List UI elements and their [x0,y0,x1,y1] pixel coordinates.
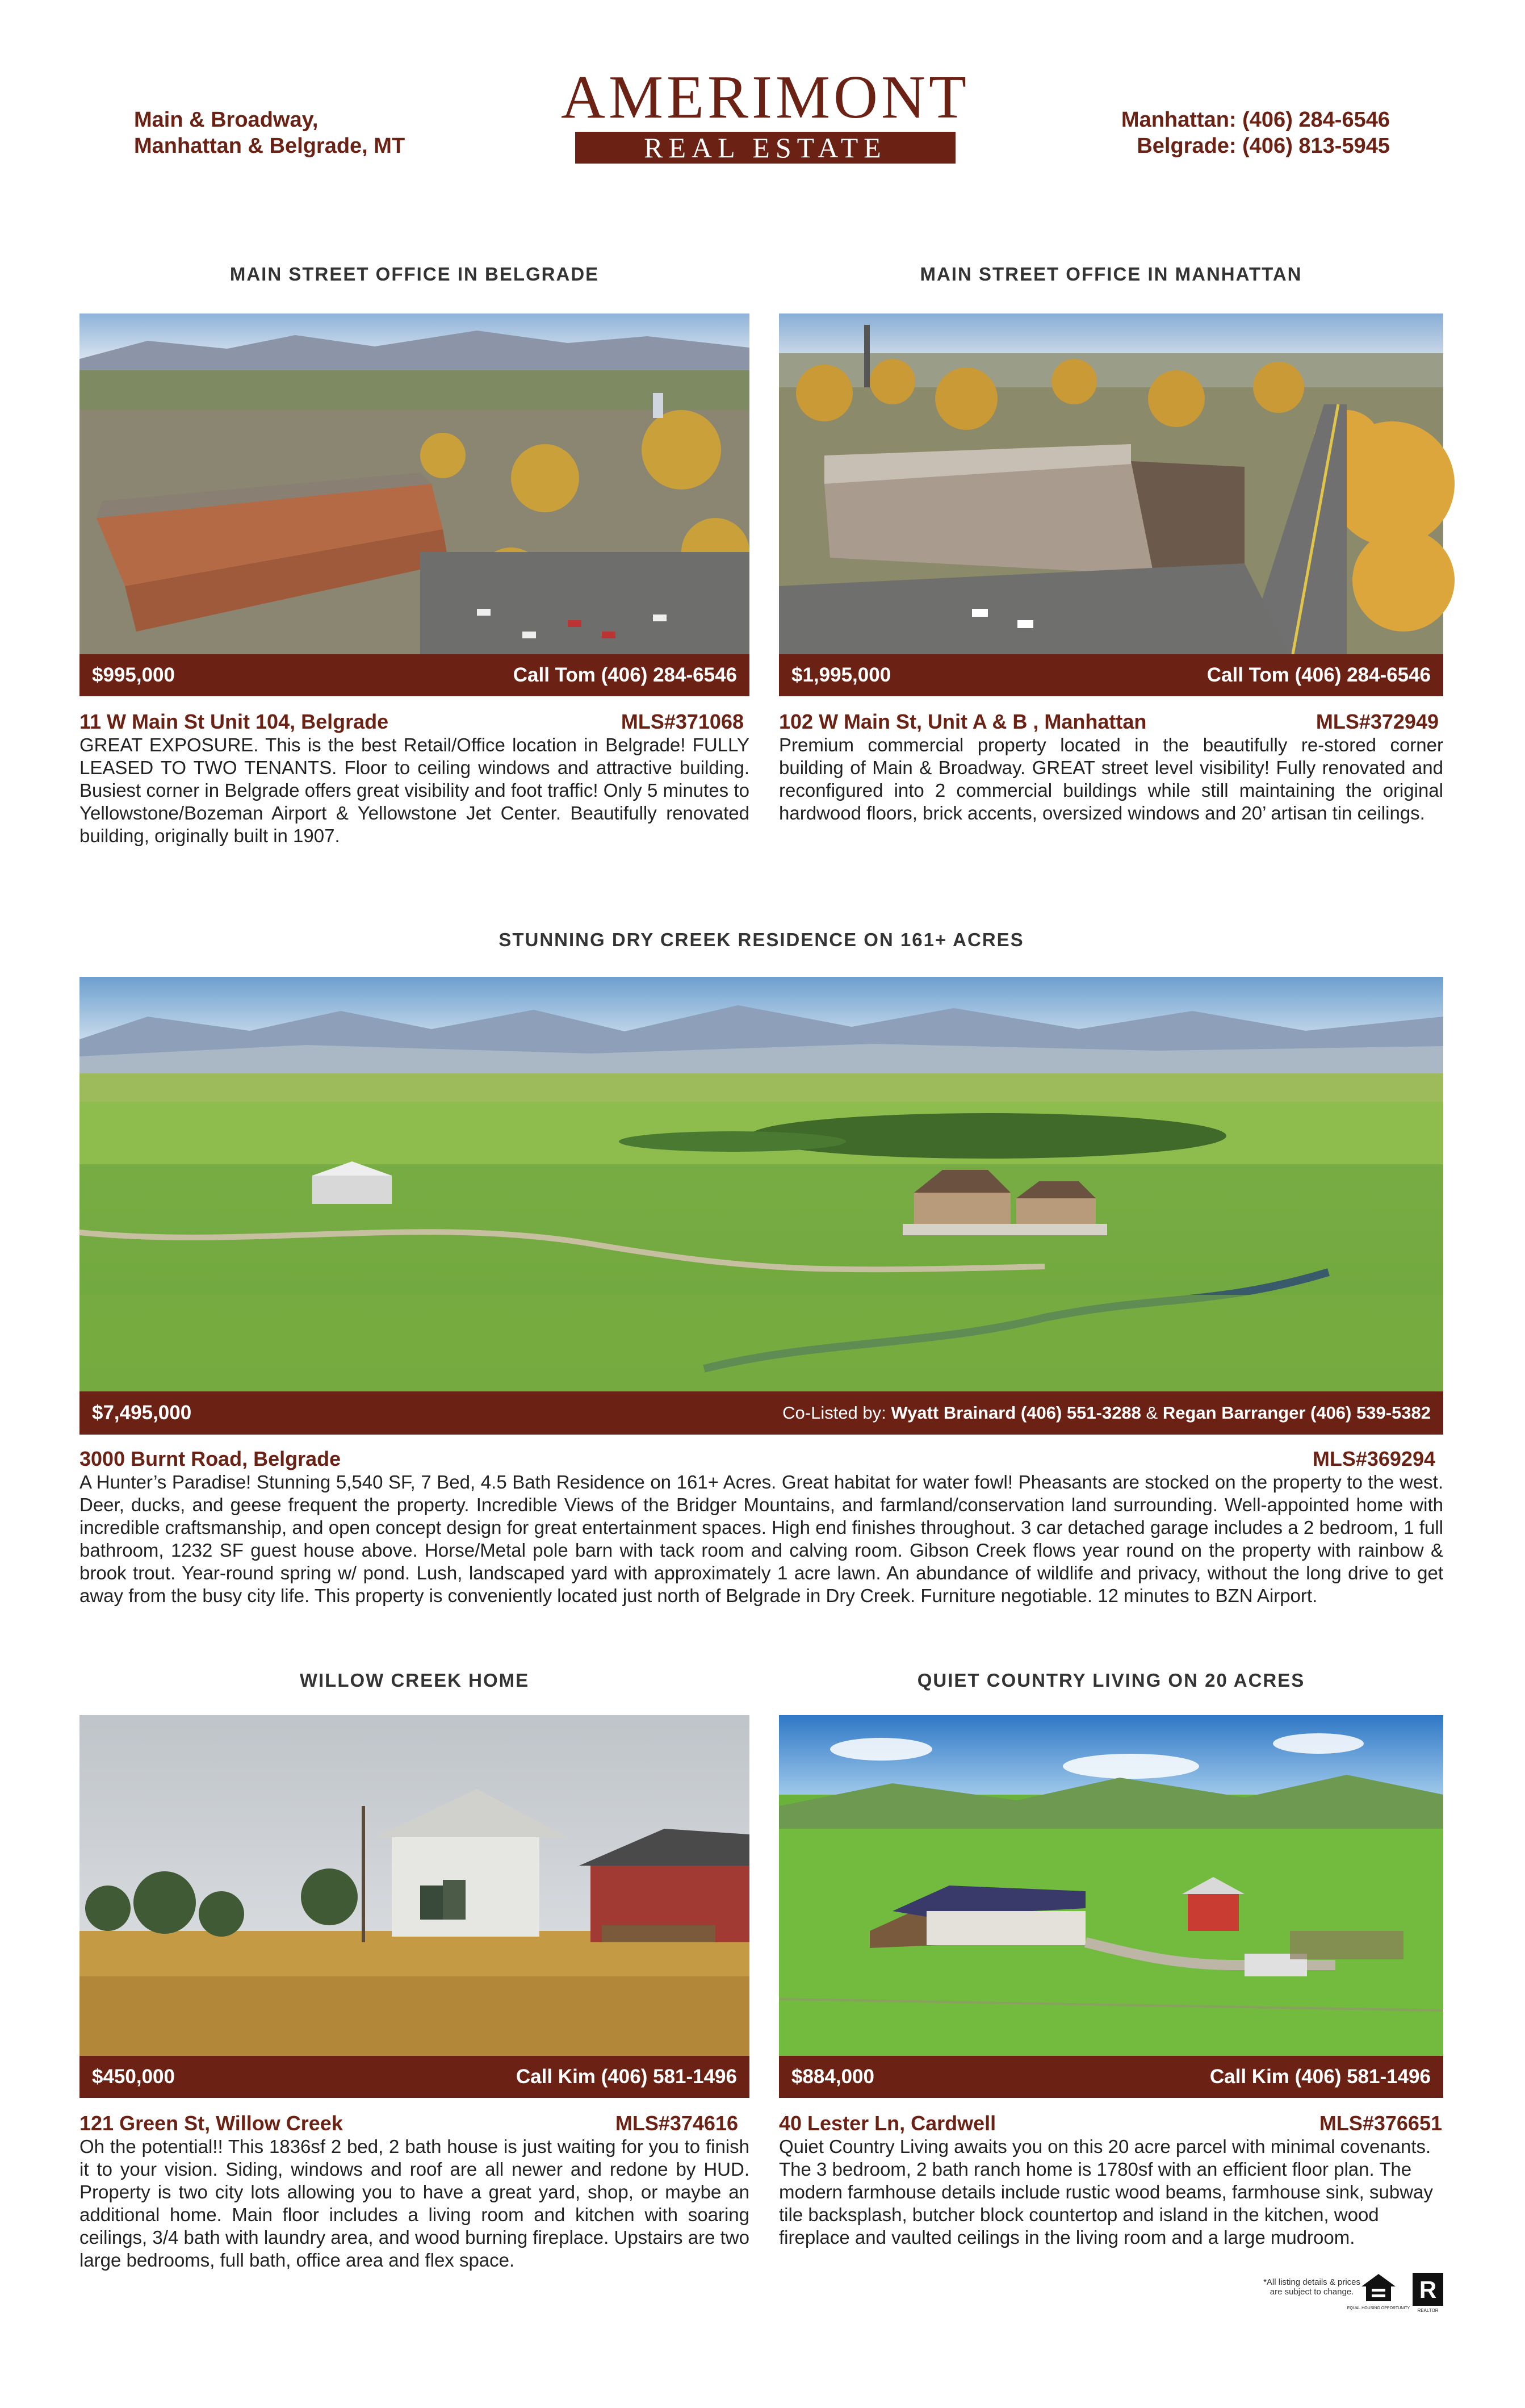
belgrade-office-price: $995,000 [92,664,175,686]
svg-text:R: R [1419,2276,1437,2303]
logo-subtitle: REAL ESTATE [575,132,956,164]
manhattan-office-address: 102 W Main St, Unit A & B , Manhattan [779,710,1147,733]
cardwell-photo[interactable] [779,1715,1443,2056]
cardwell-heading: QUIET COUNTRY LIVING ON 20 ACRES [917,1670,1305,1691]
cardwell-address: 40 Lester Ln, Cardwell [779,2112,996,2135]
office-phones [1121,107,1390,159]
manhattan-office-address-row [779,710,1443,734]
manhattan-office-price-bar [779,654,1443,696]
willow-creek-address: 121 Green St, Willow Creek [79,2112,343,2135]
dry-creek-mls: MLS#369294 [1312,1447,1435,1470]
willow-creek-photo[interactable] [79,1715,749,2056]
dry-creek-heading: STUNNING DRY CREEK RESIDENCE ON 161+ ACRES [498,929,1024,950]
manhattan-office-description: Premium commercial property located in the beautifully re-stored corner building of Main & Broadway. GREAT street level visibility! Fully renovated and reconfigured into 2 commercial buildings while still maintaining the original hardwood floors, brick accents, oversized windows and 20’ artisan tin ceilings. [779,734,1443,823]
willow-creek-price: $450,000 [92,2066,175,2088]
office-address [134,107,405,159]
belgrade-office-photo[interactable] [79,313,749,654]
belgrade-office-contact[interactable]: Call Tom (406) 284-6546 [513,664,737,686]
cardwell-price-bar [779,2056,1443,2098]
agent-ampersand: & [1146,1403,1158,1423]
willow-creek-mls: MLS#374616 [615,2112,738,2135]
cardwell-contact[interactable]: Call Kim (406) 581-1496 [1209,2066,1431,2088]
belgrade-office-address-row [79,710,749,734]
manhattan-phone[interactable]: Manhattan: (406) 284-6546 [1121,108,1390,132]
belgrade-phone[interactable]: Belgrade: (406) 813-5945 [1137,134,1390,158]
manhattan-office-photo[interactable] [779,313,1443,654]
willow-creek-price-bar [79,2056,749,2098]
manhattan-office-contact[interactable]: Call Tom (406) 284-6546 [1206,664,1431,686]
office-address-line1: Main & Broadway, [134,108,319,132]
equal-housing-icon [1347,2272,1410,2314]
agent-wyatt[interactable]: Wyatt Brainard (406) 551-3288 [891,1403,1141,1423]
logo-wordmark: AMERIMONT [561,64,970,131]
cardwell-address-row [779,2112,1443,2135]
office-address-line2: Manhattan & Belgrade, MT [134,134,405,158]
dry-creek-description: A Hunter’s Paradise! Stunning 5,540 SF, 7 Bed, 4.5 Bath Residence on 161+ Acres. Great habitat for water fowl! Pheasants are stocked on the property to the west. Deer, ducks, and geese frequent the property. Incredible Views of the Bridger Mountains, and farmland/conservation land surrounding. Well-appointed home with incredible craftsmanship, and open concept design for great entertainment spaces. High end finishes throughout. 3 car detached garage includes a 2 bedroom, 1 full bathroom, 1232 SF guest house above. Horse/Metal pole barn with tack room and calving room. Gibson Creek flows year round on the property with rainbow & brook trout. Year-round spring w/ pond. Lush, landscaped yard with approximately 1 acre lawn. An abundance of wildlife and privacy, without the long drive to get away from the busy city life. This property is conveniently located just north of Belgrade in Dry Creek. Furniture negotiable. 12 minutes to BZN Airport. [79,1471,1443,1606]
willow-creek-heading: WILLOW CREEK HOME [299,1670,530,1691]
dry-creek-photo[interactable] [79,977,1443,1391]
eho-label: EQUAL HOUSING OPPORTUNITY [1347,2306,1410,2310]
amerimont-logo[interactable] [528,64,1003,164]
belgrade-office-description: GREAT EXPOSURE. This is the best Retail/Office location in Belgrade! FULLY LEASED TO TWO TENANTS. Floor to ceiling windows and attractive building. Busiest corner in Belgrade offers great visibility and foot traffic! Only 5 minutes to Yellowstone/Bozeman Airport & Yellowstone Jet Center. Beautifully renovated building, originally built in 1907. [79,734,749,846]
belgrade-office-heading: MAIN STREET OFFICE IN BELGRADE [229,264,600,285]
dry-creek-price: $7,495,000 [92,1402,192,1424]
manhattan-office-price: $1,995,000 [791,664,891,686]
cardwell-description: Quiet Country Living awaits you on this 20 acre parcel with minimal covenants. The 3 bedroom, 2 bath ranch home is 1780sf with an efficient floor plan. The modern farmhouse details include rustic wood beams, farmhouse sink, subway tile backsplash, butcher block countertop and island in the kitchen, wood fireplace and vaulted ceilings in the living room and a large mudroom. [779,2136,1433,2248]
willow-creek-description: Oh the potential!! This 1836sf 2 bed, 2 bath house is just waiting for you to finish it to your vision. Siding, windows and roof are all newer and redone by HUD. Property is two city lots allowing you to have a great yard, shop, or maybe an additional home. Main floor includes a living room and kitchen with soaring ceilings, 3/4 bath with laundry area, and wood burning fireplace. Upstairs are two large bedrooms, full bath, office area and flex space. [79,2136,749,2271]
willow-creek-contact[interactable]: Call Kim (406) 581-1496 [516,2066,737,2088]
dry-creek-address: 3000 Burnt Road, Belgrade [79,1447,341,1470]
disclaimer-line2: are subject to change. [1270,2287,1354,2297]
realtor-label: REALTOR [1417,2308,1439,2313]
belgrade-office-address: 11 W Main St Unit 104, Belgrade [79,710,389,733]
dry-creek-address-row [79,1447,1443,1471]
belgrade-office-price-bar [79,654,749,696]
realtor-icon [1410,2272,1446,2314]
manhattan-office-heading: MAIN STREET OFFICE IN MANHATTAN [920,264,1302,285]
cardwell-mls: MLS#376651 [1319,2112,1442,2135]
disclaimer [1263,2277,1360,2297]
dry-creek-price-bar [79,1391,1443,1435]
agent-regan[interactable]: Regan Barranger (406) 539-5382 [1162,1403,1431,1423]
dry-creek-colisted [782,1403,1431,1423]
willow-creek-address-row [79,2112,749,2135]
belgrade-office-mls: MLS#371068 [621,710,744,733]
cardwell-price: $884,000 [791,2066,874,2088]
manhattan-office-mls: MLS#372949 [1315,710,1439,733]
colisted-prefix: Co-Listed by: [782,1403,886,1423]
disclaimer-line1: *All listing details & prices [1263,2277,1360,2287]
